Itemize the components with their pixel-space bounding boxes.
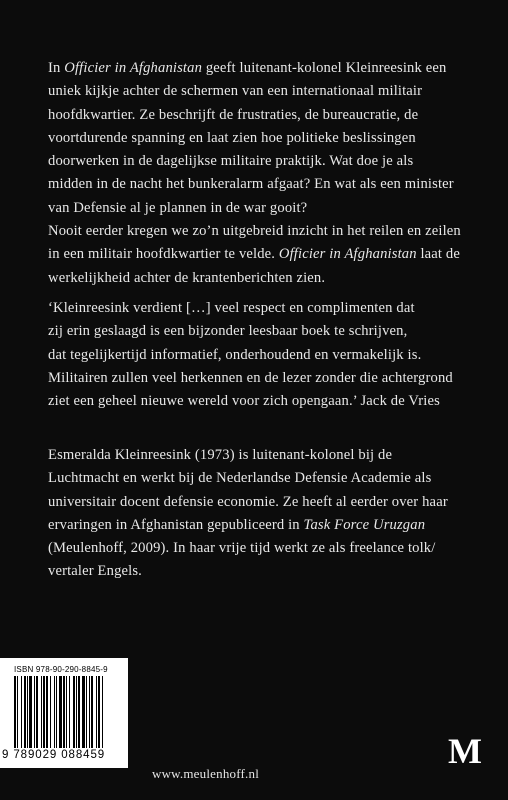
text-line: van Defensie al je plannen in de war gooit? <box>48 199 308 216</box>
isbn-text: ISBN 978-90-290-8845-9 <box>14 665 108 674</box>
text-line: dat tegelijkertijd informatief, onderhoudend en vermakelijk is. <box>48 346 422 363</box>
text-line: hoofdkwartier. Ze beschrijft de frustraties, de bureaucratie, de <box>48 106 419 123</box>
text-line: voortdurende spanning en laat zien hoe politieke beslissingen <box>48 129 416 146</box>
barcode-number: 9 789029 088459 <box>2 749 106 761</box>
text-line: doorwerken in de dagelijkse militaire praktijk. Wat doe je als <box>48 153 414 170</box>
text-line: in een militair hoofdkwartier te velde. Officier in Afghanistan laat de <box>48 246 461 263</box>
text-line: Nooit eerder kregen we zo’n uitgebreid inzicht in het reilen en zeilen <box>48 223 461 240</box>
text-line: Militairen zullen veel herkennen en de lezer zonder die achtergrond <box>48 369 453 386</box>
text-line: ‘Kleinreesink verdient […] veel respect en complimenten dat <box>48 300 415 316</box>
barcode-icon <box>14 676 114 748</box>
text-line: universitair docent defensie economie. Ze heeft al eerder over haar <box>48 493 448 510</box>
text-line: ziet een geheel nieuwe wereld voor zich opengaan.’ Jack de Vries <box>48 393 440 410</box>
text-line: (Meulenhoff, 2009). In haar vrije tijd werkt ze als freelance tolk/ <box>48 540 436 557</box>
text-line: In Officier in Afghanistan geeft luitenant-kolonel Kleinreesink een <box>48 60 447 76</box>
svg-text:M: M <box>448 732 482 768</box>
book-title: Officier in Afghanistan <box>64 60 203 76</box>
review-quote <box>48 297 478 413</box>
text-line: zij erin geslaagd is een bijzonder leesbaar boek te schrijven, <box>48 323 408 340</box>
meulenhoff-logo <box>447 732 483 768</box>
text-line: werkelijkheid achter de krantenberichten zien. <box>48 269 326 286</box>
barcode-label <box>0 658 128 768</box>
text-line: Luchtmacht en werkt bij de Nederlandse Defensie Academie als <box>48 470 432 487</box>
book-title: Task Force Uruzgan <box>303 516 426 533</box>
description-paragraph <box>48 57 478 290</box>
text-line: vertaler Engels. <box>48 563 142 580</box>
text-line: ervaringen in Afghanistan gepubliceerd in Task Force Uruzgan <box>48 516 426 533</box>
text-line: midden in de nacht het bunkeralarm afgaat? En wat als een minister <box>48 176 454 193</box>
book-title: Officier in Afghanistan <box>278 246 417 263</box>
text-line: Esmeralda Kleinreesink (1973) is luitenant-kolonel bij de <box>48 447 393 463</box>
author-bio <box>48 444 478 584</box>
text-line: uniek kijkje achter de schermen van een internationaal militair <box>48 83 423 100</box>
publisher-website: www.meulenhoff.nl <box>152 766 260 781</box>
